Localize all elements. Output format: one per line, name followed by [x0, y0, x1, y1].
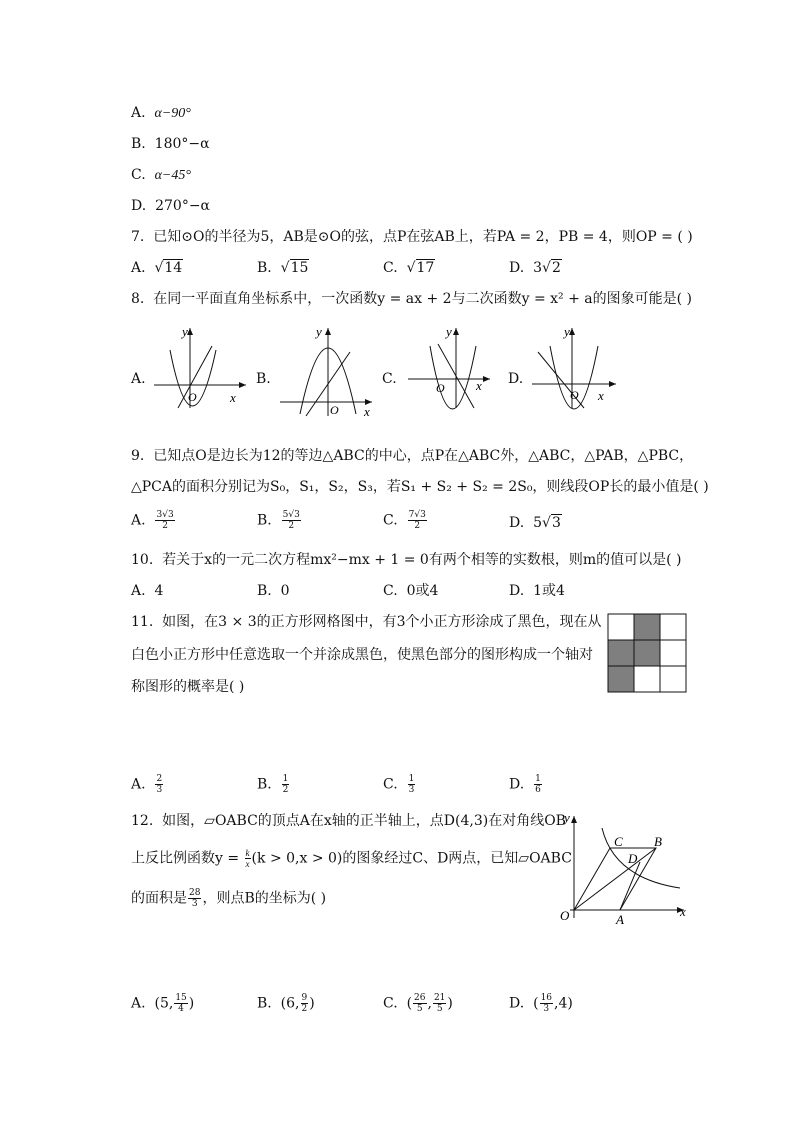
numerator: 21 [433, 993, 446, 1003]
y-label: y [316, 324, 322, 339]
y-axis-arrow [571, 816, 577, 823]
question-text: 如图，在3 × 3的正方形网格图中，有3个小正方形涂成了黑色，现在从 [162, 614, 602, 630]
option-letter: C. [383, 512, 398, 529]
q11-option-c[interactable] [383, 774, 416, 795]
x-axis-arrow [609, 381, 616, 387]
fraction [433, 993, 446, 1014]
radicand: 14 [164, 260, 183, 276]
option-letter: C. [383, 776, 398, 793]
question-text: (k > 0,x > 0)的图象经过C、D两点，已知▱OABC [251, 850, 572, 867]
option-text: α−45° [154, 168, 191, 183]
coord-y: 4 [558, 995, 568, 1012]
q8-graph-c[interactable] [404, 322, 504, 410]
fraction [282, 774, 290, 795]
grid-cell [660, 666, 686, 692]
fraction [408, 774, 416, 795]
q8-graph-d[interactable] [528, 322, 624, 410]
radicand: 17 [416, 260, 435, 276]
denominator: 5 [436, 1004, 443, 1014]
fraction [540, 993, 553, 1014]
q9-option-c[interactable] [383, 510, 428, 531]
question-number: 8. [131, 291, 145, 307]
option-letter: B. [257, 583, 272, 599]
numerator: 9 [301, 993, 308, 1003]
radicand: 15 [290, 260, 309, 276]
question-7-stem [131, 228, 693, 246]
sqrt: √3 [542, 515, 561, 531]
question-9-stem-line1 [131, 447, 693, 465]
option-letter: A. [131, 260, 146, 276]
q7-option-b[interactable] [257, 259, 309, 277]
option-text: 270°−α [155, 198, 210, 214]
question-9-stem-line2 [131, 478, 709, 496]
fraction [174, 993, 187, 1014]
y-axis-arrow [453, 328, 459, 335]
grid-cell [634, 614, 660, 640]
denominator: 2 [301, 1004, 308, 1014]
question-number: 9. [131, 448, 145, 464]
q7-option-a[interactable] [131, 259, 183, 277]
question-text: 已知点O是边长为12的等边△ABC的中心，点P在△ABC外，△ABC，△PAB，△PBC， [153, 448, 694, 464]
denominator: 5 [416, 1004, 423, 1014]
coefficient: 3 [533, 260, 543, 276]
question-number: 7. [131, 229, 145, 245]
numerator: 16 [540, 993, 553, 1003]
option-letter: B. [257, 260, 272, 276]
option-text: 0或4 [406, 583, 439, 599]
q10-option-a[interactable] [131, 582, 163, 600]
q8-option-b[interactable] [256, 370, 271, 388]
denominator: 2 [282, 785, 289, 795]
coefficient: 7 [408, 510, 415, 520]
option-letter: B. [257, 995, 272, 1012]
q12-option-b[interactable]: B. (6, $\frac{9}{2}$ ) [257, 993, 315, 1014]
denominator: 3 [408, 785, 415, 795]
question-number: 10. [131, 552, 154, 568]
q10-option-b[interactable] [257, 582, 290, 600]
option-letter: C. [383, 260, 398, 276]
option-letter: A. [131, 583, 146, 599]
point-o-label: O [560, 908, 570, 923]
option-letter: C. [382, 371, 397, 387]
question-11-stem-line1 [131, 613, 602, 631]
q9-option-a[interactable] [131, 510, 176, 531]
q12-option-d[interactable]: D. ( $\frac{16}{3}$ ,4) [509, 993, 573, 1014]
fraction: $\frac{5√3}{2}$ [282, 510, 300, 531]
option-letter: D. [509, 515, 525, 531]
option-letter: A. [131, 512, 146, 529]
option-letter: D. [509, 583, 525, 599]
question-10-stem [131, 551, 681, 569]
radicand: 3 [294, 510, 300, 520]
grid-cell [634, 640, 660, 666]
fraction [155, 774, 163, 795]
fraction [301, 993, 309, 1014]
option-letter: C. [383, 995, 398, 1012]
x-label: x [364, 404, 370, 418]
option-letter: A. [131, 371, 146, 387]
radicand: 3 [551, 515, 561, 531]
point-c-label: C [614, 834, 623, 849]
point-d-label: D [628, 851, 638, 866]
x-label: x [598, 388, 604, 403]
option-letter: D. [509, 260, 525, 276]
question-text: 的面积是 [131, 890, 187, 907]
question-text: 如图，▱OABC的顶点A在x轴的正半轴上，点D(4,3)在对角线OB [162, 813, 566, 829]
origin-label: O [436, 381, 445, 395]
question-text: 上反比例函数y = [131, 850, 244, 867]
q8-graph-a[interactable] [150, 322, 250, 410]
question-number: 11. [131, 614, 154, 630]
numerator: 15 [175, 993, 187, 1003]
sqrt: √14 [154, 260, 183, 276]
q11-option-b[interactable] [257, 774, 290, 795]
diagonal-ob [574, 848, 656, 910]
y-label: y [564, 810, 570, 825]
radicand: 2 [551, 260, 561, 276]
q6-option-c[interactable] [131, 166, 191, 185]
option-text: 4 [154, 583, 164, 599]
option-letter: C. [131, 167, 146, 183]
numerator: 1 [282, 774, 289, 784]
q12-option-a[interactable]: A. (5, $\frac{15}{4}$ ) [131, 993, 195, 1014]
question-text: ，则点B的坐标为( ) [202, 890, 327, 907]
option-text: 0 [280, 583, 290, 599]
option-text: α−90° [154, 106, 191, 121]
question-8-stem [131, 290, 692, 308]
q12-figure [552, 808, 694, 924]
q10-option-d[interactable] [509, 582, 565, 600]
grid-cell [608, 614, 634, 640]
question-12-stem-line2 [131, 848, 572, 869]
numerator: k [245, 848, 250, 858]
sqrt: √17 [406, 260, 435, 276]
coefficient: 5 [533, 515, 543, 531]
q7-option-c[interactable] [383, 259, 435, 277]
coord-x: 6 [286, 995, 296, 1012]
grid-cell [608, 666, 634, 692]
option-letter: D. [131, 198, 147, 214]
point-b-label: B [654, 834, 662, 849]
question-number: 12. [131, 813, 154, 829]
sqrt: √15 [280, 260, 309, 276]
option-letter: B. [256, 371, 271, 387]
coord-x: 5 [159, 995, 169, 1012]
y-axis-arrow [187, 328, 193, 335]
denominator: 2 [162, 521, 168, 531]
radicand: 3 [420, 510, 426, 520]
option-letter: A. [131, 995, 146, 1012]
fraction [188, 888, 201, 909]
origin-label: O [188, 390, 197, 404]
y-label: y [446, 324, 452, 339]
numerator: 2 [156, 774, 163, 784]
q10-option-c[interactable] [383, 582, 438, 600]
denominator: x [245, 859, 250, 869]
x-axis-arrow [239, 382, 246, 388]
q9-option-d[interactable] [509, 514, 562, 532]
x-label: x [680, 904, 686, 919]
denominator: 2 [414, 521, 421, 531]
q6-option-d[interactable] [131, 197, 210, 215]
q12-option-c[interactable]: C. ( $\frac{26}{5}$ , $\frac{21}{5}$ ) [383, 993, 453, 1014]
q9-option-b[interactable] [257, 510, 302, 531]
y-axis-arrow [569, 328, 575, 335]
denominator: 6 [535, 785, 541, 795]
x-label: x [476, 378, 482, 393]
q11-grid-figure [607, 613, 689, 695]
q8-graph-b[interactable] [276, 322, 376, 418]
fraction [534, 774, 542, 795]
x-axis-arrow [483, 376, 490, 382]
option-text: 180°−α [154, 136, 210, 152]
q8-option-a[interactable] [131, 370, 146, 388]
q7-option-d[interactable] [509, 259, 562, 277]
option-letter: D. [508, 371, 524, 387]
segment-ad [620, 862, 640, 910]
grid-cell [634, 666, 660, 692]
question-text: 若关于x的一元二次方程mx²−mx + 1 = 0有两个相等的实数根，则m的值可以是( ) [162, 552, 682, 568]
question-text: 在同一平面直角坐标系中，一次函数y = ax + 2与二次函数y = x² + a的图象可能是( ) [153, 291, 692, 307]
option-letter: A. [131, 776, 146, 793]
denominator: 4 [178, 1004, 184, 1014]
option-text: 1或4 [533, 583, 565, 599]
denominator: 3 [156, 785, 163, 795]
q8-option-d[interactable] [508, 370, 523, 388]
grid-cell [660, 614, 686, 640]
radicand: 3 [167, 510, 174, 520]
fraction: $\frac{3√3}{2}$ [156, 510, 174, 531]
option-letter: D. [509, 776, 525, 793]
q11-option-a[interactable] [131, 774, 164, 795]
denominator: 3 [543, 1004, 550, 1014]
denominator: 3 [191, 899, 198, 909]
q8-option-c[interactable] [382, 370, 397, 388]
y-label: y [564, 324, 570, 339]
question-12-stem-line3 [131, 888, 326, 909]
denominator: 2 [288, 521, 295, 531]
numerator: 26 [414, 993, 426, 1003]
fraction [413, 993, 426, 1014]
sqrt: √2 [542, 260, 561, 276]
origin-label: O [330, 403, 339, 417]
question-11-stem-line3 [131, 678, 244, 696]
q6-option-a[interactable] [131, 104, 191, 123]
question-11-stem-line2 [131, 646, 593, 664]
q6-option-b[interactable] [131, 135, 210, 153]
coefficient: 5 [282, 510, 289, 520]
question-12-stem-line1 [131, 812, 566, 830]
y-label: y [182, 324, 188, 339]
coefficient: 3 [156, 510, 163, 520]
option-letter: B. [131, 136, 146, 152]
q11-option-d[interactable] [509, 774, 543, 795]
point-a-label: A [616, 912, 624, 924]
question-text: △PCA的面积分别记为S₀，S₁，S₂，S₃，若S₁ + S₂ + S₂ = 2S₀，则线段OP长的最小值是( ) [131, 479, 709, 495]
y-axis-arrow [325, 328, 331, 335]
numerator: 28 [189, 888, 201, 898]
x-label: x [230, 390, 236, 405]
option-letter: D. [509, 995, 525, 1012]
question-text: 称图形的概率是( ) [131, 679, 245, 695]
fraction [245, 848, 251, 869]
question-text: 白色小正方形中任意选取一个并涂成黑色，使黑色部分的图形构成一个轴对 [131, 647, 593, 663]
origin-label: O [570, 388, 579, 402]
numerator: 1 [408, 774, 415, 784]
numerator: 1 [535, 774, 541, 784]
option-letter: B. [257, 776, 272, 793]
fraction: $\frac{7√3}{2}$ [408, 510, 426, 531]
grid-cell [660, 640, 686, 666]
option-letter: A. [131, 105, 146, 121]
grid-cells [608, 614, 686, 692]
option-letter: C. [383, 583, 398, 599]
question-text: 已知⊙O的半径为5，AB是⊙O的弦，点P在弦AB上，若PA = 2，PB = 4，则OP = ( ) [153, 229, 693, 245]
grid-cell [608, 640, 634, 666]
option-letter: B. [257, 512, 272, 529]
